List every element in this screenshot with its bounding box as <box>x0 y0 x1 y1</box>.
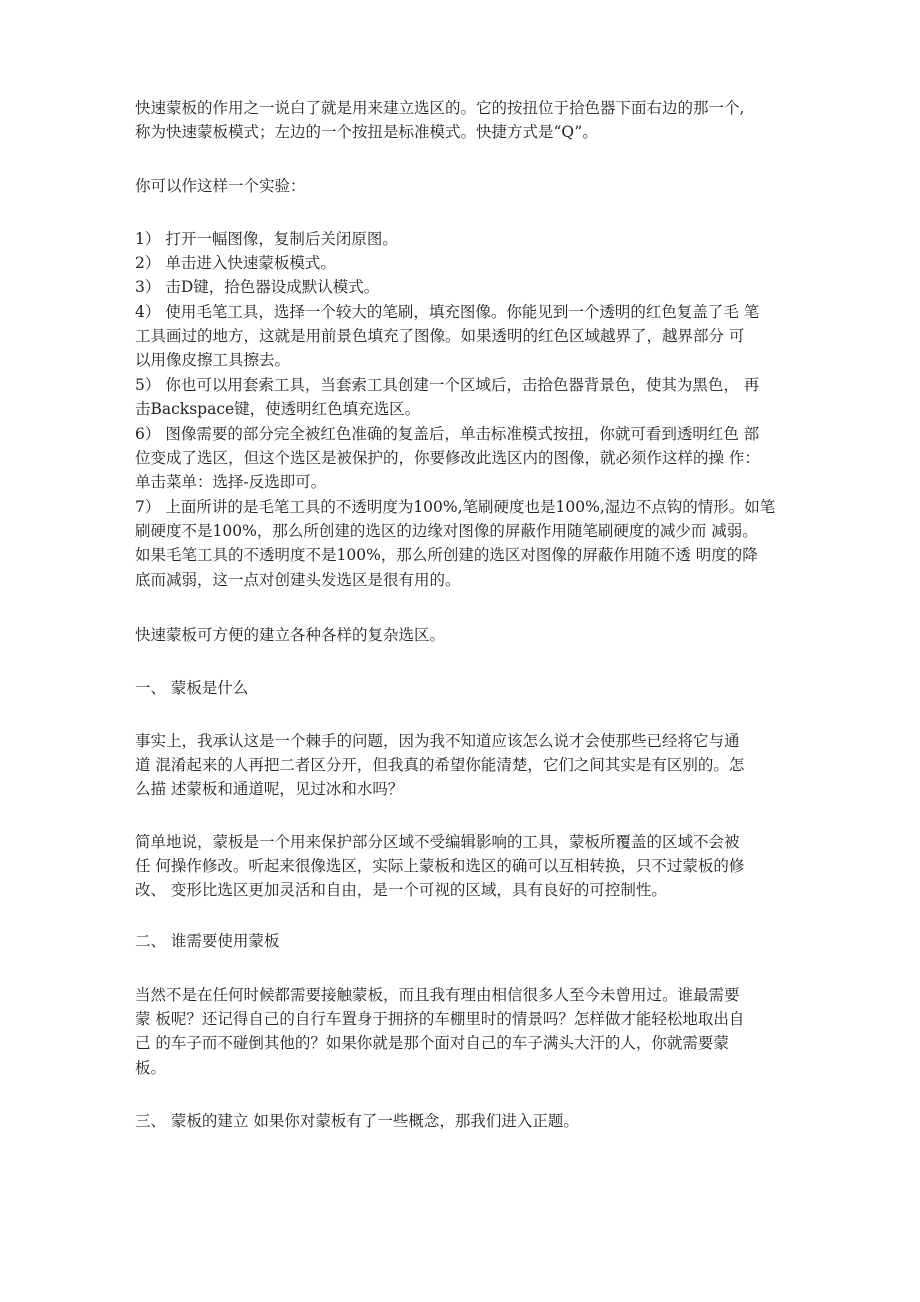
step-item <box>135 373 800 421</box>
step-number: 2） <box>135 254 161 272</box>
step-text: 打开一幅图像，复制后关闭原图。 <box>165 230 398 248</box>
text-line: 单击菜单：选择-反选即可。 <box>135 473 327 492</box>
step-text: 使用毛笔工具，选择一个较大的笔刷，填充图像。你能见到一个透明的红色复盖了毛 笔 <box>165 303 760 321</box>
step-text: 单击进入快速蒙板模式。 <box>165 254 336 272</box>
intro-paragraph <box>135 96 795 144</box>
step-number: 7） <box>135 498 161 516</box>
section-heading <box>135 929 795 953</box>
text-line: 己 的车子而不碰倒其他的？如果你就是那个面对自己的车子满头大汗的人，你就需要蒙 <box>135 1034 729 1053</box>
text-line: 你可以作这样一个实验： <box>135 177 306 195</box>
text-line: 简单地说，蒙板是一个用来保护部分区域不受编辑影响的工具，蒙板所覆盖的区域不会被 <box>135 833 740 851</box>
text-line <box>135 300 800 324</box>
text-line <box>135 422 800 446</box>
step-item <box>135 251 800 275</box>
step-text: 上面所讲的是毛笔工具的不透明度为100%,笔刷硬度也是100%,湿边不点钩的情形。如笔 <box>165 498 776 516</box>
step-text: 你也可以用套索工具，当套索工具创建一个区域后，击拾色器背景色，使其为黑色， 再 <box>165 376 760 394</box>
text-line: 如果毛笔工具的不透明度不是100%，那么所创建的选区对图像的屏蔽作用随不透 明度的降 <box>135 546 758 565</box>
step-item <box>135 495 800 592</box>
section-heading <box>135 676 795 700</box>
text-line: 任 何操作修改。听起来很像选区，实际上蒙板和选区的确可以互相转换，只不过蒙板的修 <box>135 857 745 876</box>
text-line: 改、 变形比选区更加灵活和自由，是一个可视的区域，具有良好的可控制性。 <box>135 881 667 900</box>
step-item <box>135 275 800 299</box>
step-number: 4） <box>135 303 161 321</box>
text-line: 称为快速蒙板模式；左边的一个按扭是标准模式。快捷方式是“Q”。 <box>135 123 598 142</box>
section1-paragraph1 <box>135 729 795 802</box>
summary-paragraph <box>135 623 795 647</box>
step-text: 图像需要的部分完全被红色准确的复盖后，单击标准模式按扭，你就可看到透明红色 部 <box>165 425 760 443</box>
step-item <box>135 227 800 251</box>
text-line: 位变成了选区，但这个选区是被保护的，你要修改此选区内的图像，就必须作这样的操 作： <box>135 449 760 468</box>
text-line: 以用像皮擦工具擦去。 <box>135 351 291 370</box>
step-number: 1） <box>135 230 161 248</box>
step-text: 击D键，拾色器设成默认模式。 <box>165 278 380 296</box>
text-line <box>135 275 800 299</box>
step-item <box>135 300 800 373</box>
text-line: 板。 <box>135 1058 167 1077</box>
text-line: 事实上，我承认这是一个棘手的问题，因为我不知道应该怎么说才会使那些已经将它与通 <box>135 732 740 750</box>
text-line: 道 混淆起来的人再把二者区分开，但我真的希望你能清楚，它们之间其实是有区别的。怎 <box>135 756 745 775</box>
text-line: 底而减弱，这一点对创建头发选区是很有用的。 <box>135 570 461 589</box>
text-line: 当然不是在任何时候都需要接触蒙板，而且我有理由相信很多人至今未曾用过。谁最需要 <box>135 986 740 1004</box>
text-line: 工具画过的地方，这就是用前景色填充了图像。如果透明的红色区域越界了，越界部分 可 <box>135 327 745 346</box>
text-line: 刷硬度不是100%，那么所创建的选区的边缘对图像的屏蔽作用随笔刷硬度的减少而 减弱。 <box>135 522 758 541</box>
text-line: 么描 述蒙板和通道呢，见过冰和水吗？ <box>135 780 404 799</box>
step-number: 3） <box>135 278 161 296</box>
text-line: 一、 蒙板是什么 <box>135 679 249 697</box>
text-line: 快速蒙板的作用之一说白了就是用来建立选区的。它的按扭位于拾色器下面右边的那一个, <box>135 99 745 117</box>
text-line: 二、 谁需要使用蒙板 <box>135 932 280 950</box>
step-number: 5） <box>135 376 161 394</box>
text-line <box>135 251 800 275</box>
text-line: 击Backspace键，使透明红色填充选区。 <box>135 400 421 419</box>
section2-paragraph1 <box>135 983 795 1080</box>
step-item <box>135 422 800 495</box>
text-line <box>135 495 800 519</box>
section-heading <box>135 1109 795 1133</box>
text-line <box>135 227 800 251</box>
experiment-intro <box>135 174 795 198</box>
text-line: 三、 蒙板的建立 如果你对蒙板有了一些概念，那我们进入正题。 <box>135 1112 579 1130</box>
section1-paragraph2 <box>135 830 795 903</box>
text-line <box>135 373 800 397</box>
text-line: 蒙 板呢？还记得自己的自行车置身于拥挤的车棚里时的情景吗？怎样做才能轻松地取出自 <box>135 1010 745 1029</box>
step-number: 6） <box>135 425 161 443</box>
text-line: 快速蒙板可方便的建立各种各样的复杂选区。 <box>135 626 446 644</box>
